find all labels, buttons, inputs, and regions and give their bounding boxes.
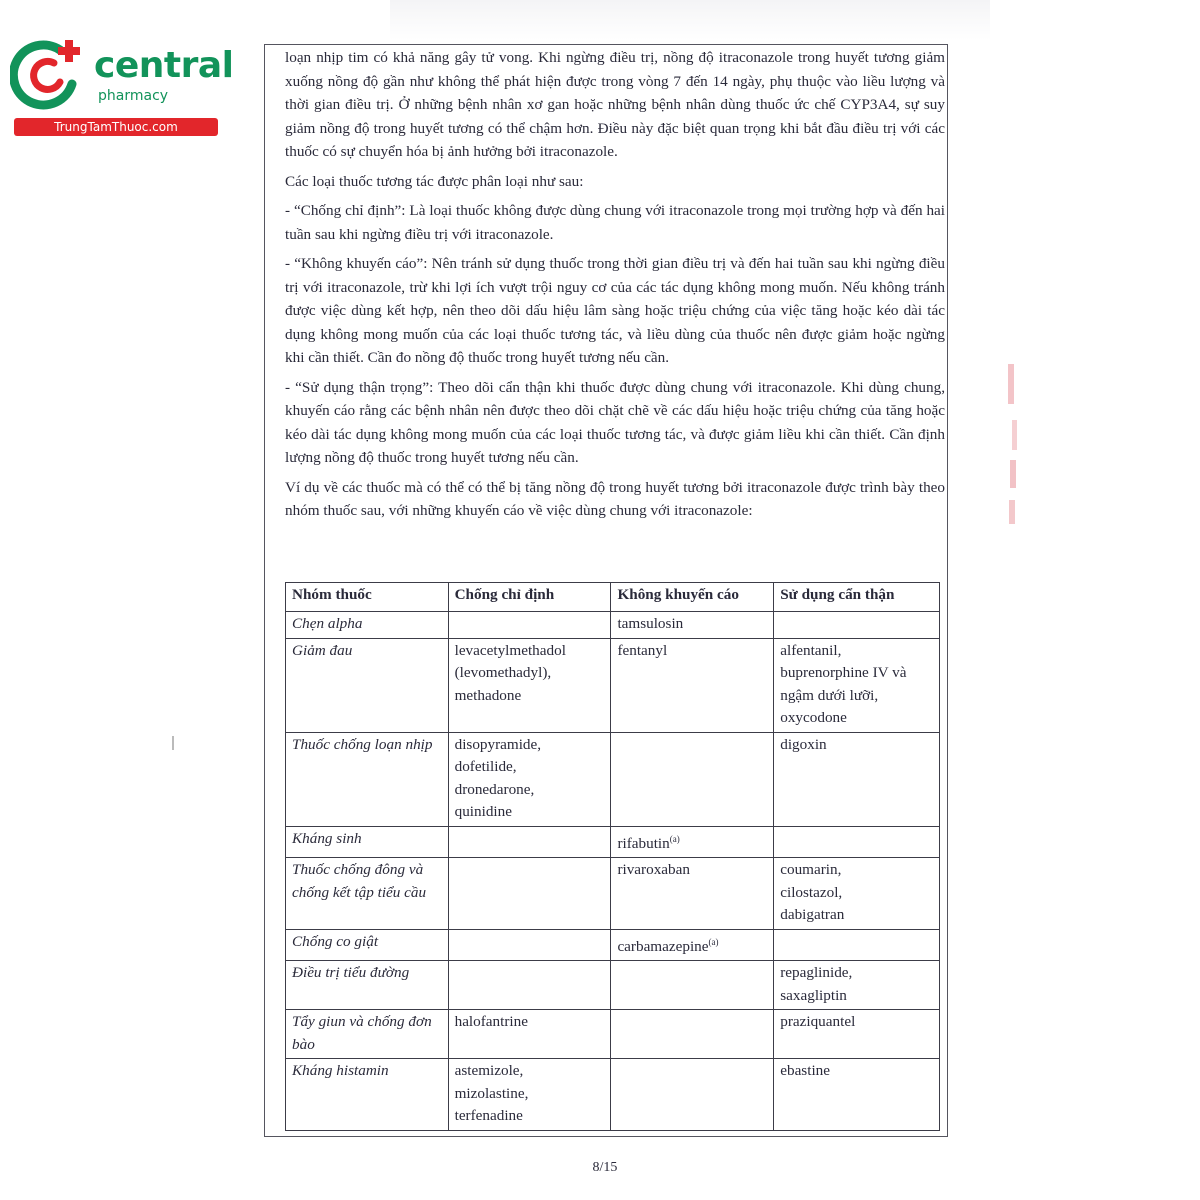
cell-contraindicated: [448, 1010, 611, 1059]
drug-name-text: rivaroxaban: [617, 861, 690, 879]
cell-use-with-caution: [774, 929, 940, 961]
cell-use-with-caution: [774, 858, 940, 930]
paragraph-classification: Các loại thuốc tương tác được phân loại như sau:: [285, 172, 584, 190]
drug-name: coumarin,: [780, 861, 842, 879]
cell-drug-group: Giảm đau: [286, 638, 449, 732]
table-body: [286, 612, 940, 1131]
drug-name: repaglinide,: [780, 964, 853, 982]
drug-name: halofantrine: [454, 1013, 528, 1031]
cell-not-recommended: [611, 732, 774, 826]
cell-drug-group: Điều trị tiểu đường: [286, 961, 449, 1010]
column-header-not-recommended: Không khuyến cáo: [611, 583, 774, 612]
scan-shadow: [390, 0, 990, 40]
margin-mark: [172, 736, 174, 750]
table-row: [286, 929, 940, 961]
cell-contraindicated: [448, 961, 611, 1010]
table-row: [286, 732, 940, 826]
cell-not-recommended: [611, 858, 774, 930]
drug-name: terfenadine: [454, 1107, 523, 1125]
drug-name: [617, 931, 767, 959]
drug-interaction-table: [285, 582, 940, 1131]
table-row: [286, 638, 940, 732]
paragraph-examples: Ví dụ về các thuốc mà có thể có thể bị tăng nồng độ trong huyết tương bởi itraconazole được trình bày theo nhóm thuốc sau, với những khuyến cáo về việc dùng chung với itraconazole:: [285, 478, 945, 519]
cell-not-recommended: [611, 638, 774, 732]
page-number: 8/15: [592, 1160, 618, 1175]
drug-name: quinidine: [454, 803, 512, 820]
faded-stamp-mark: [988, 360, 1038, 530]
cell-drug-group: Kháng histamin: [286, 1059, 449, 1131]
paragraph-contraindicated: - “Chống chỉ định”: Là loại thuốc không được dùng chung với itraconazole trong mọi trường hợp và đến hai tuần sau khi ngừng điều trị với itraconazole.: [285, 202, 945, 243]
drug-name-text: tamsulosin: [617, 615, 684, 632]
drug-name: [617, 640, 767, 663]
cell-contraindicated: [448, 929, 611, 961]
cell-not-recommended: [611, 961, 774, 1010]
drug-name: dabigatran: [780, 906, 845, 924]
cell-not-recommended: [611, 1059, 774, 1131]
table-row: [286, 1059, 940, 1131]
document-body: [285, 46, 945, 529]
table-row: [286, 826, 940, 858]
cell-drug-group: Thuốc chống loạn nhịp: [286, 732, 449, 826]
cell-use-with-caution: [774, 612, 940, 639]
brand-name: central: [94, 45, 234, 86]
cell-not-recommended: [611, 612, 774, 639]
cell-use-with-caution: [774, 826, 940, 858]
drug-name: astemizole,: [454, 1062, 524, 1080]
paragraph-not-recommended: - “Không khuyến cáo”: Nên tránh sử dụng thuốc trong thời gian điều trị và đến hai tuần sau khi ngừng điều trị với itraconazole, trừ khi lợi ích vượt trội nguy cơ của các tác dụng không mong muốn. Nếu không tránh được việc dùng kết hợp, nên theo dõi dấu hiệu lâm sàng hoặc triệu chứng của việc tăng hoặc kéo dài tác dụng không mong muốn của các loại thuốc tương tác, và liều dùng của thuốc nên được giảm hoặc ngừng khi cần thiết. Cần đo nồng độ thuốc trong huyết tương nếu cần.: [285, 255, 945, 366]
cell-contraindicated: [448, 858, 611, 930]
cell-drug-group: Thuốc chống đông và chống kết tập tiểu cầu: [286, 858, 449, 930]
cell-drug-group: Kháng sinh: [286, 826, 449, 858]
footnote-marker: (a): [708, 936, 719, 947]
cell-contraindicated: [448, 612, 611, 639]
cell-contraindicated: [448, 732, 611, 826]
table-row: [286, 612, 940, 639]
table-header-row: [286, 583, 940, 612]
drug-name: dofetilide,: [454, 758, 517, 775]
drug-name: praziquantel: [780, 1013, 856, 1031]
drug-name: cilostazol,: [780, 883, 843, 901]
drug-name: ebastine: [780, 1062, 830, 1080]
drug-name: mizolastine,: [454, 1084, 529, 1102]
table-row: [286, 1010, 940, 1059]
cell-not-recommended: [611, 826, 774, 858]
brand-subtitle: pharmacy: [98, 88, 169, 104]
column-header-drug-group: Nhóm thuốc: [286, 583, 449, 612]
drug-name: [617, 613, 767, 636]
column-header-contraindicated: Chống chỉ định: [448, 583, 611, 612]
drug-name: digoxin: [780, 735, 827, 753]
paragraph-use-with-caution: - “Sử dụng thận trọng”: Theo dõi cẩn thận khi thuốc được dùng chung với itraconazole. Khi dùng chung, khuyến cáo rằng các bệnh nhân nên được theo dõi chặt chẽ về các dấu hiệu hoặc triệu chứng của tăng hoặc kéo dài tác dụng không mong muốn của các loại thuốc tương tác, và được giảm liều khi cần thiết. Cần định lượng nồng độ thuốc trong huyết tương nếu cần.: [285, 378, 945, 466]
cell-drug-group: Tẩy giun và chống đơn bào: [286, 1010, 449, 1059]
drug-name: alfentanil, buprenorphine IV và ngậm dưới lưỡi, oxycodone: [780, 641, 907, 726]
cell-contraindicated: [448, 826, 611, 858]
cell-use-with-caution: [774, 1010, 940, 1059]
drug-name-text: carbamazepine: [617, 937, 709, 955]
drug-name: [617, 828, 767, 856]
cell-not-recommended: [611, 1010, 774, 1059]
cell-drug-group: Chẹn alpha: [286, 612, 449, 639]
drug-name-text: rifabutin: [617, 834, 670, 852]
cell-use-with-caution: [774, 961, 940, 1010]
table-row: [286, 858, 940, 930]
cell-contraindicated: [448, 1059, 611, 1131]
cell-use-with-caution: [774, 638, 940, 732]
central-pharmacy-logo: [8, 36, 234, 136]
paragraph-intro: loạn nhịp tim có khả năng gây tử vong. Khi ngừng điều trị, nồng độ itraconazole trong huyết tương giảm xuống nồng độ gần như không thể phát hiện được trong vòng 7 đến 14 ngày, phụ thuộc vào liều lượng và thời gian điều trị. Ở những bệnh nhân xơ gan hoặc những bệnh nhân dùng thuốc ức chế CYP3A4, sự suy giảm nồng độ trong huyết tương có thể chậm hơn. Điều này đặc biệt quan trọng khi bắt đầu điều trị với các thuốc có sự chuyển hóa bị ảnh hưởng bởi itraconazole.: [285, 49, 945, 160]
drug-name: [617, 859, 767, 882]
drug-name: saxagliptin: [780, 986, 847, 1004]
footnote-marker: (a): [669, 833, 680, 844]
column-header-use-with-caution: Sử dụng cẩn thận: [774, 583, 940, 612]
pharmacy-cross-logo-icon: [10, 36, 86, 112]
drug-name: disopyramide,: [454, 735, 542, 753]
table-row: [286, 961, 940, 1010]
cell-drug-group: Chống co giật: [286, 929, 449, 961]
drug-name-text: fentanyl: [617, 641, 668, 659]
brand-website: TrungTamThuoc.com: [14, 118, 218, 136]
drug-name: levacetylmethadol (levomethadyl), methadone: [454, 641, 566, 704]
cell-use-with-caution: [774, 732, 940, 826]
cell-not-recommended: [611, 929, 774, 961]
drug-name: dronedarone,: [454, 780, 535, 798]
cell-contraindicated: [448, 638, 611, 732]
cell-use-with-caution: [774, 1059, 940, 1131]
